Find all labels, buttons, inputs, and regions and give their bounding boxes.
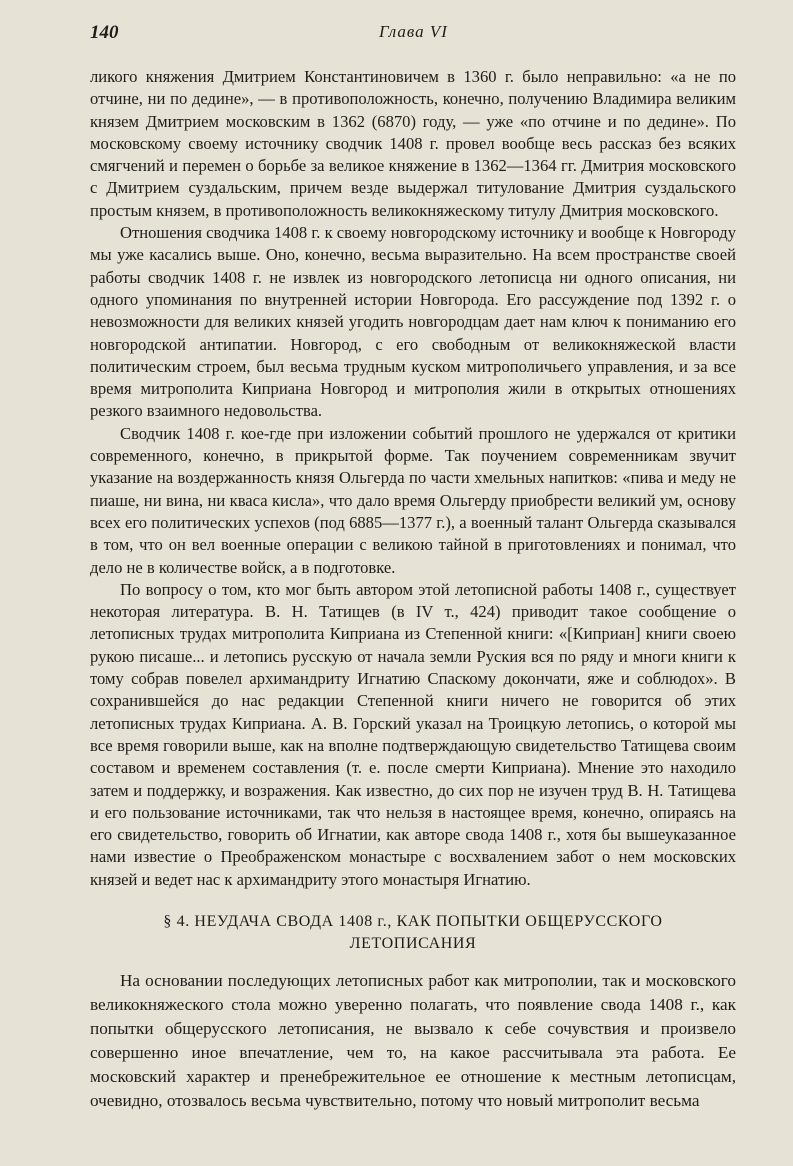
paragraph-2: Отношения сводчика 1408 г. к своему новгородскому источнику и вообще к Новгороду мы уже касались выше. Оно, конечно, весьма выразительно. На всем пространстве своей работы сводчик 1408 г. не извлек из новгородского летописца ни одного описания, ни одного упоминания по внутренней истории Новгорода. Его рассуждение под 1392 г. о невозможности для великих князей угодить новгородцам дает нам ключ к пониманию его новгородской антипатии. Новгород, с его свободным от великокняжеской власти политическим строем, был весьма трудным куском митрополичьего управления, и за все время митрополита Киприана Новгород и митрополия жили в открытых отношениях резкого взаимного недовольства. <box>90 223 736 421</box>
page-header <box>90 22 737 52</box>
paragraph-3: Сводчик 1408 г. кое-где при изложении событий прошлого не удержался от критики современного, конечно, в прикрытой форме. Так поучением современникам звучит указание на воздержанность князя Ольгерда по части хмельных напитков: «пива и меду не пиаше, ни вина, ни кваса кисла», что дало время Ольгерду приобрести великий ум, основу всех его политических успехов (под 6885—1377 г.), а военный талант Ольгерда сказывался в том, что он вел военные операции с великою тайной в приготовлениях и понимал, что дело не в количестве войск, а в подготовке. <box>90 423 736 577</box>
section-paragraph: На основании последующих летописных работ как митрополии, так и московского великокняжеского стола можно уверенно полагать, что появление свода 1408 г., как попытки общерусского летописания, не вызвало к себе сочувствия и произвело совершенно иное впечатление, чем то, на какое рассчитывала эта работа. Ее московский характер и пренебрежительное ее отношение к местным летописцам, очевидно, отозвалось весьма чувствительно, потому что новый митрополит весьма <box>90 970 736 1110</box>
paragraph-4: По вопросу о том, кто мог быть автором этой летописной работы 1408 г., существует некоторая литература. В. Н. Татищев (в IV т., 424) приводит такое сообщение о летописных трудах митрополита Киприана из Степенной книги: «[Киприан] книги своею рукою писаше... и летопись русскую от начала земли Руския вся по ряду и многи книги к тому собрав повелел архимандриту Игнатию Спаскому докончати, яже и соблюдох». В сохранившейся до нас редакции Степенной книги ничего не говорится об этих летописных трудах Киприана. А. В. Горский указал на Троицкую летопись, о которой мы все время говорили выше, как на вполне подтверждающую свидетельство Татищева своим составом и временем составления (т. е. после смерти Киприана). Мнение это находило затем и поддержку, и возражения. Как известно, до сих пор не изучен труд В. Н. Татищева и его пользование источниками, так что нельзя в настоящее время, конечно, опираясь на его свидетельство, говорить об Игнатии, как авторе свода 1408 г., хотя бы вышеуказанное нами известие о Преображенском монастыре с восхвалением забот о нем московских князей и ведет нас к архимандриту этого монастыря Игнатию. <box>90 579 736 889</box>
running-head: Глава VI <box>379 22 448 41</box>
page-number: 140 <box>90 22 119 43</box>
body-text <box>90 66 736 1113</box>
paragraph-1: ликого княжения Дмитрием Константиновичем в 1360 г. было неправильно: «а не по отчине, ни по дедине», — в противоположность, конечно, получению Владимира великим князем Дмитрием московским в 1362 (6870) году, — уже «по отчине и по дедине». По московскому своему источнику сводчик 1408 г. провел вообще весь рассказ без всяких смягчений и перемен о борьбе за великое княжение в 1362—1364 гг. Дмитрия московского с Дмитрием суздальским, причем везде выдержал титулование Дмитрия суздальского простым князем, в противоположность великокняжескому титулу Дмитрия московского. <box>90 67 736 220</box>
section-heading: § 4. НЕУДАЧА СВОДА 1408 г., КАК ПОПЫТКИ ОБЩЕРУССКОГО ЛЕТОПИСАНИЯ <box>163 912 663 952</box>
